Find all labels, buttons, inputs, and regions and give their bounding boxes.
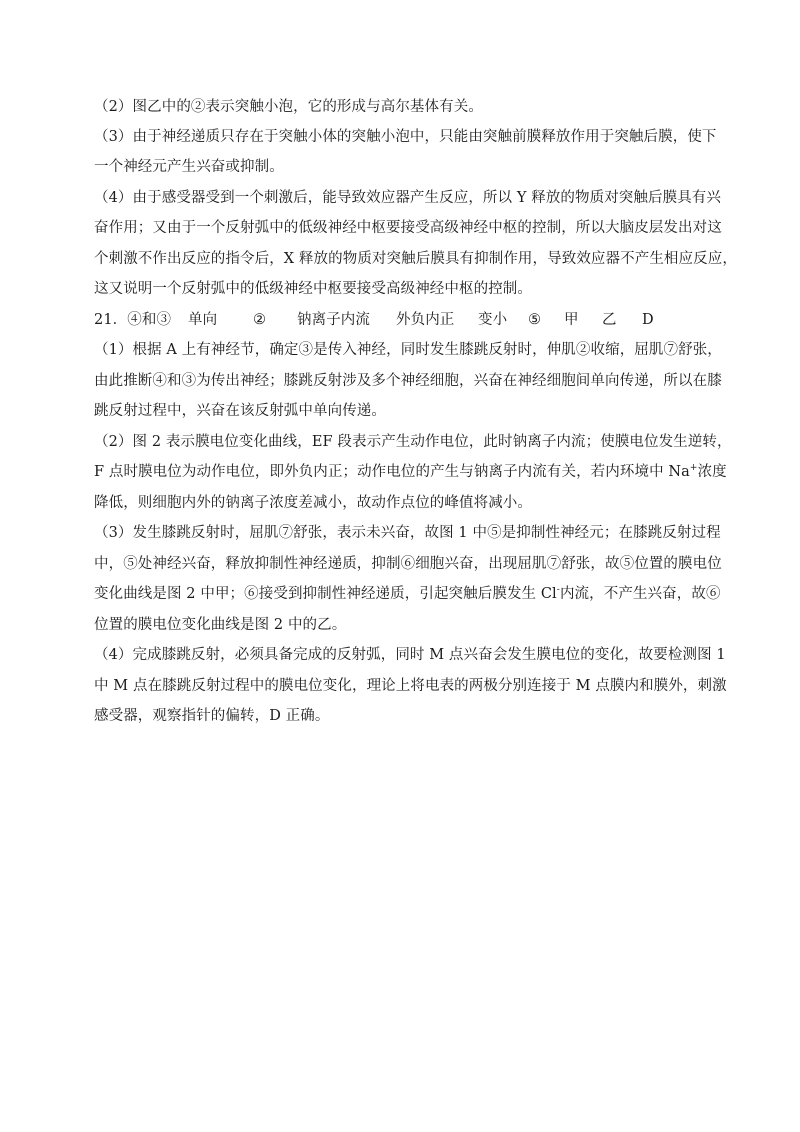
- text-line: 位置的膜电位变化曲线是图 2 中的乙。: [94, 617, 347, 633]
- text-line: （3）由于神经递质只存在于突触小体的突触小泡中，只能由突触前膜释放作用于突触后膜，使下: [94, 129, 717, 145]
- text-line: 个刺激不作出反应的指令后，X 释放的物质对突触后膜具有抑制作用，导致效应器不产生相应反应，: [94, 251, 737, 267]
- text-line: F 点时膜电位为动作电位，即外负内正；动作电位的产生与钠离子内流有关，若内环境中 Na+浓度: [94, 463, 727, 480]
- text-line: 由此推断④和③为传出神经；膝跳反射涉及多个神经细胞，兴奋在神经细胞间单向传递，所以在膝: [94, 373, 722, 389]
- text-line: （4）完成膝跳反射，必须具备完成的反射弧，同时 M 点兴奋会发生膜电位的变化，故要检测图 1: [94, 647, 726, 663]
- text-line: 中，⑤处神经兴奋，释放抑制性神经递质，抑制⑥细胞兴奋，出现屈肌⑦舒张，故⑤位置的膜电位: [94, 556, 722, 572]
- text-line: （1）根据 A 上有神经节，确定③是传入神经，同时发生膝跳反射时，伸肌②收缩，屈肌⑦舒张，: [94, 342, 722, 358]
- text-line: 这又说明一个反射弧中的低级神经中枢要接受高级神经中枢的控制。: [94, 281, 532, 297]
- text-line: 中 M 点在膝跳反射过程中的膜电位变化，理论上将电表的两极分别连接于 M 点膜内和膜外，刺激: [94, 678, 727, 694]
- text-line: 感受器，观察指针的偏转，D 正确。: [94, 708, 330, 724]
- text-line: 奋作用；又由于一个反射弧中的低级神经中枢要接受高级神经中枢的控制，所以大脑皮层发出对这: [94, 220, 722, 236]
- answer-item: ②: [253, 312, 267, 328]
- answer-item: ⑤: [528, 312, 542, 328]
- text-line: 变化曲线是图 2 中甲；⑥接受到抑制性神经递质，引起突触后膜发生 Cl-内流，不产生兴奋，故⑥: [94, 585, 721, 602]
- text-line: （4）由于感受器受到一个刺激后，能导致效应器产生反应，所以 Y 释放的物质对突触后膜具有兴: [94, 190, 722, 206]
- text-line: （2）图 2 表示膜电位变化曲线，EF 段表示产生动作电位，此时钠离子内流；使膜电位发生逆转，: [94, 434, 732, 450]
- text-line: 跳反射过程中，兴奋在该反射弧中单向传递。: [94, 403, 386, 419]
- text-line: 一个神经元产生兴奋或抑制。: [94, 159, 284, 175]
- answer-item: 甲: [564, 312, 579, 328]
- answer-item: D: [642, 312, 654, 328]
- answer-item: 21．④和③: [94, 312, 172, 328]
- text-line: （3）发生膝跳反射时，屈肌⑦舒张，表示未兴奋，故图 1 中⑤是抑制性神经元；在膝跳反射过程: [94, 525, 721, 541]
- answer-item: 单向: [188, 312, 218, 328]
- answer-item: 乙: [602, 312, 617, 328]
- answer-row: [94, 310, 654, 330]
- answer-item: 变小: [478, 312, 508, 328]
- text-line: （2）图乙中的②表示突触小泡，它的形成与高尔基体有关。: [94, 99, 483, 115]
- text-line: 降低，则细胞内外的钠离子浓度差减小，故动作点位的峰值将减小。: [94, 495, 532, 511]
- answer-item: 钠离子内流: [297, 312, 370, 328]
- answer-item: 外负内正: [396, 312, 455, 328]
